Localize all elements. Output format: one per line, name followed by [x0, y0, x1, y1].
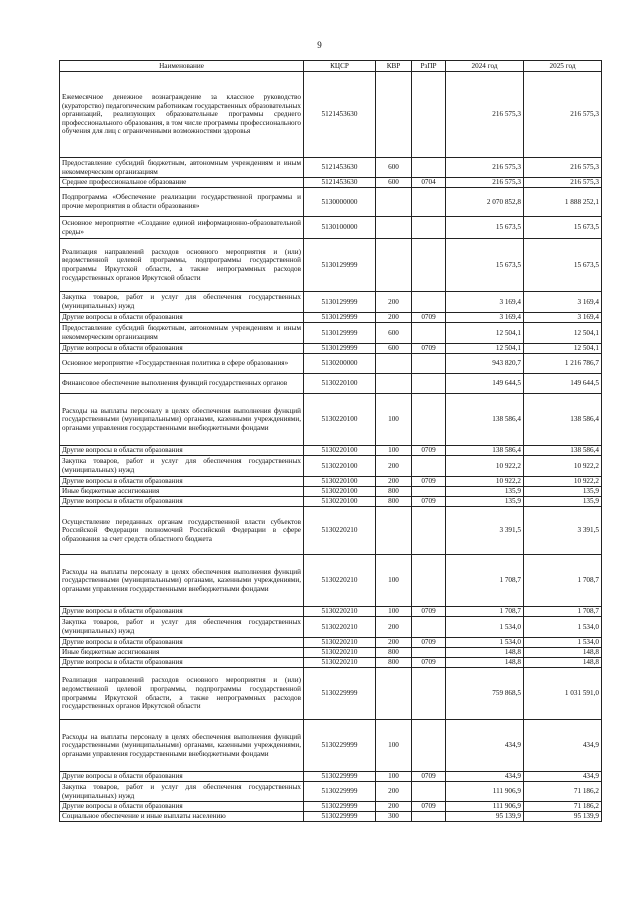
- row-2025-cell: 1 888 252,1: [524, 188, 602, 217]
- row-2025-cell: 135,9: [524, 497, 602, 507]
- row-2024-cell: 1 534,0: [446, 617, 524, 638]
- row-2024-cell: 3 391,5: [446, 507, 524, 555]
- budget-table: [59, 60, 602, 822]
- row-kcsr-cell: 5130129999: [304, 323, 376, 344]
- row-2024-cell: 216 575,3: [446, 72, 524, 158]
- row-2025-cell: 15 673,5: [524, 239, 602, 292]
- row-2025-cell: 138 586,4: [524, 446, 602, 456]
- row-kvr-cell: 200: [376, 782, 412, 802]
- row-kcsr-cell: 5130220210: [304, 648, 376, 658]
- table-row: [60, 323, 602, 344]
- row-2025-cell: 1 708,7: [524, 555, 602, 607]
- row-2025-cell: 3 169,4: [524, 313, 602, 323]
- row-kcsr-cell: 5130229999: [304, 772, 376, 782]
- row-2024-cell: 434,9: [446, 720, 524, 772]
- row-2025-cell: 95 139,9: [524, 812, 602, 822]
- row-kvr-cell: [376, 217, 412, 239]
- row-name-cell: Реализация направлений расходов основного мероприятия и (или) ведомственной целевой программы, подпрограммы государственной программы Иркутской области, а также непрограммных расходов государственных органов Иркутской области: [60, 668, 304, 720]
- table-row: [60, 354, 602, 374]
- table-row: [60, 178, 602, 188]
- row-2025-cell: 3 391,5: [524, 507, 602, 555]
- row-name-cell: Иные бюджетные ассигнования: [60, 648, 304, 658]
- row-rzpr-cell: [412, 720, 446, 772]
- row-name-cell: Финансовое обеспечение выполнения функций государственных органов: [60, 374, 304, 394]
- table-row: [60, 456, 602, 477]
- row-rzpr-cell: [412, 487, 446, 497]
- row-kcsr-cell: 5130220210: [304, 658, 376, 668]
- row-2025-cell: 1 216 786,7: [524, 354, 602, 374]
- row-2024-cell: 434,9: [446, 772, 524, 782]
- row-kvr-cell: 200: [376, 802, 412, 812]
- row-kvr-cell: 200: [376, 477, 412, 487]
- row-rzpr-cell: 0709: [412, 313, 446, 323]
- row-name-cell: Другие вопросы в области образования: [60, 446, 304, 456]
- row-2025-cell: 12 504,1: [524, 344, 602, 354]
- row-name-cell: Предоставление субсидий бюджетным, автономным учреждениям и иным некоммерческим организациям: [60, 158, 304, 178]
- row-2024-cell: 148,8: [446, 648, 524, 658]
- row-kvr-cell: 200: [376, 292, 412, 313]
- row-2024-cell: 15 673,5: [446, 239, 524, 292]
- header-year-2025: 2025 год: [524, 61, 602, 72]
- row-2025-cell: 216 575,3: [524, 72, 602, 158]
- row-rzpr-cell: [412, 72, 446, 158]
- row-2024-cell: 216 575,3: [446, 158, 524, 178]
- row-kcsr-cell: 5130129999: [304, 313, 376, 323]
- row-name-cell: Основное мероприятие «Государственная политика в сфере образования»: [60, 354, 304, 374]
- row-rzpr-cell: [412, 217, 446, 239]
- row-rzpr-cell: [412, 323, 446, 344]
- row-name-cell: Подпрограмма «Обеспечение реализации государственной программы и прочие мероприятия в области образования»: [60, 188, 304, 217]
- row-rzpr-cell: 0709: [412, 446, 446, 456]
- row-rzpr-cell: 0709: [412, 607, 446, 617]
- row-2024-cell: 135,9: [446, 497, 524, 507]
- row-2024-cell: 15 673,5: [446, 217, 524, 239]
- row-2025-cell: 12 504,1: [524, 323, 602, 344]
- row-kvr-cell: 100: [376, 772, 412, 782]
- row-kcsr-cell: 5130229999: [304, 668, 376, 720]
- row-2024-cell: 148,8: [446, 658, 524, 668]
- row-kvr-cell: 800: [376, 658, 412, 668]
- table-row: [60, 607, 602, 617]
- row-2025-cell: 1 534,0: [524, 638, 602, 648]
- row-kcsr-cell: 5130220100: [304, 477, 376, 487]
- row-2025-cell: 1 534,0: [524, 617, 602, 638]
- header-kvr: КВР: [376, 61, 412, 72]
- header-name: Наименование: [60, 61, 304, 72]
- row-2024-cell: 12 504,1: [446, 344, 524, 354]
- row-kvr-cell: [376, 188, 412, 217]
- header-kcsr: КЦСР: [304, 61, 376, 72]
- table-row: [60, 802, 602, 812]
- row-kvr-cell: 100: [376, 446, 412, 456]
- row-kvr-cell: 100: [376, 394, 412, 446]
- row-2024-cell: 111 906,9: [446, 782, 524, 802]
- row-rzpr-cell: 0709: [412, 658, 446, 668]
- row-2025-cell: 10 922,2: [524, 477, 602, 487]
- row-name-cell: Иные бюджетные ассигнования: [60, 487, 304, 497]
- row-name-cell: Другие вопросы в области образования: [60, 658, 304, 668]
- row-2024-cell: 138 586,4: [446, 446, 524, 456]
- row-kcsr-cell: 5130229999: [304, 802, 376, 812]
- row-name-cell: Другие вопросы в области образования: [60, 497, 304, 507]
- table-row: [60, 477, 602, 487]
- table-row: [60, 782, 602, 802]
- row-name-cell: Закупка товаров, работ и услуг для обеспечения государственных (муниципальных) нужд: [60, 782, 304, 802]
- row-2025-cell: 149 644,5: [524, 374, 602, 394]
- row-2025-cell: 3 169,4: [524, 292, 602, 313]
- table-row: [60, 487, 602, 497]
- row-rzpr-cell: 0709: [412, 802, 446, 812]
- table-row: [60, 812, 602, 822]
- row-kcsr-cell: 5130220100: [304, 374, 376, 394]
- row-kvr-cell: 800: [376, 648, 412, 658]
- row-rzpr-cell: [412, 507, 446, 555]
- row-rzpr-cell: [412, 555, 446, 607]
- row-rzpr-cell: [412, 648, 446, 658]
- row-2025-cell: 71 186,2: [524, 782, 602, 802]
- row-kvr-cell: 800: [376, 497, 412, 507]
- row-kvr-cell: 600: [376, 158, 412, 178]
- row-kcsr-cell: 5121453630: [304, 158, 376, 178]
- table-row: [60, 658, 602, 668]
- row-kcsr-cell: 5130220100: [304, 456, 376, 477]
- row-2025-cell: 216 575,3: [524, 158, 602, 178]
- row-kcsr-cell: 5130200000: [304, 354, 376, 374]
- row-name-cell: Другие вопросы в области образования: [60, 344, 304, 354]
- row-kvr-cell: 100: [376, 555, 412, 607]
- table-row: [60, 158, 602, 178]
- row-rzpr-cell: 0709: [412, 477, 446, 487]
- row-2024-cell: 12 504,1: [446, 323, 524, 344]
- row-2024-cell: 1 708,7: [446, 607, 524, 617]
- row-2024-cell: 95 139,9: [446, 812, 524, 822]
- row-kcsr-cell: 5130220210: [304, 617, 376, 638]
- table-row: [60, 507, 602, 555]
- row-kcsr-cell: 5130220210: [304, 555, 376, 607]
- row-2024-cell: 10 922,2: [446, 477, 524, 487]
- row-kcsr-cell: 5121453630: [304, 72, 376, 158]
- row-2024-cell: 1 708,7: [446, 555, 524, 607]
- row-name-cell: Расходы на выплаты персоналу в целях обеспечения выполнения функций государственными (муниципальными) органами, казенными учреждениями, органами управления государственными внебюджетными фондами: [60, 720, 304, 772]
- row-kvr-cell: 600: [376, 178, 412, 188]
- row-2024-cell: 2 070 852,8: [446, 188, 524, 217]
- row-2025-cell: 216 575,3: [524, 178, 602, 188]
- row-kcsr-cell: 5130229999: [304, 782, 376, 802]
- table-row: [60, 772, 602, 782]
- row-rzpr-cell: [412, 292, 446, 313]
- row-rzpr-cell: 0709: [412, 497, 446, 507]
- table-row: [60, 446, 602, 456]
- row-name-cell: Реализация направлений расходов основного мероприятия и (или) ведомственной целевой программы, подпрограммы государственной программы Иркутской области, а также непрограммных расходов государственных органов Иркутской области: [60, 239, 304, 292]
- row-kvr-cell: [376, 72, 412, 158]
- row-2025-cell: 10 922,2: [524, 456, 602, 477]
- row-2025-cell: 434,9: [524, 720, 602, 772]
- row-2025-cell: 71 186,2: [524, 802, 602, 812]
- row-rzpr-cell: [412, 812, 446, 822]
- row-kvr-cell: 100: [376, 720, 412, 772]
- row-name-cell: Другие вопросы в области образования: [60, 477, 304, 487]
- row-kcsr-cell: 5130220210: [304, 507, 376, 555]
- row-rzpr-cell: 0709: [412, 772, 446, 782]
- table-body: [60, 72, 602, 822]
- row-name-cell: Ежемесячное денежное вознаграждение за классное руководство (кураторство) педагогическим работникам государственных образовательных организаций, реализующих образовательные программы среднего профессионального образования, в том числе программы профессионального обучения для лиц с ограниченными возможностями здоровья: [60, 72, 304, 158]
- row-name-cell: Основное мероприятие «Создание единой информационно-образовательной среды»: [60, 217, 304, 239]
- row-2025-cell: 15 673,5: [524, 217, 602, 239]
- row-kvr-cell: 300: [376, 812, 412, 822]
- row-rzpr-cell: 0709: [412, 344, 446, 354]
- row-rzpr-cell: [412, 456, 446, 477]
- row-name-cell: Закупка товаров, работ и услуг для обеспечения государственных (муниципальных) нужд: [60, 456, 304, 477]
- row-kcsr-cell: 5121453630: [304, 178, 376, 188]
- row-2025-cell: 138 586,4: [524, 394, 602, 446]
- row-2024-cell: 3 169,4: [446, 292, 524, 313]
- row-2025-cell: 135,9: [524, 487, 602, 497]
- row-kvr-cell: 100: [376, 607, 412, 617]
- row-kcsr-cell: 5130129999: [304, 292, 376, 313]
- row-rzpr-cell: [412, 188, 446, 217]
- row-rzpr-cell: [412, 668, 446, 720]
- table-row: [60, 239, 602, 292]
- row-kvr-cell: 800: [376, 487, 412, 497]
- row-kcsr-cell: 5130220100: [304, 394, 376, 446]
- row-name-cell: Расходы на выплаты персоналу в целях обеспечения выполнения функций государственными (муниципальными) органами, казенными учреждениями, органами управления государственными внебюджетными фондами: [60, 555, 304, 607]
- row-2024-cell: 10 922,2: [446, 456, 524, 477]
- row-name-cell: Другие вопросы в области образования: [60, 638, 304, 648]
- row-name-cell: Другие вопросы в области образования: [60, 802, 304, 812]
- row-2024-cell: 759 868,5: [446, 668, 524, 720]
- row-2025-cell: 434,9: [524, 772, 602, 782]
- row-2025-cell: 1 708,7: [524, 607, 602, 617]
- row-2025-cell: 148,8: [524, 648, 602, 658]
- row-2024-cell: 1 534,0: [446, 638, 524, 648]
- table-row: [60, 374, 602, 394]
- row-kcsr-cell: 5130220100: [304, 487, 376, 497]
- table-row: [60, 72, 602, 158]
- row-kvr-cell: 200: [376, 456, 412, 477]
- row-kvr-cell: 600: [376, 323, 412, 344]
- row-rzpr-cell: [412, 239, 446, 292]
- table-row: [60, 555, 602, 607]
- row-2025-cell: 1 031 591,0: [524, 668, 602, 720]
- row-name-cell: Осуществление переданных органам государственной власти субъектов Российской Федерации полномочий Российской Федерации в сфере образования за счет средств областного бюджета: [60, 507, 304, 555]
- row-kvr-cell: [376, 668, 412, 720]
- row-2024-cell: 943 820,7: [446, 354, 524, 374]
- page-number: 9: [317, 40, 322, 50]
- row-2025-cell: 148,8: [524, 658, 602, 668]
- row-kvr-cell: 600: [376, 344, 412, 354]
- row-name-cell: Другие вопросы в области образования: [60, 607, 304, 617]
- row-kcsr-cell: 5130220100: [304, 446, 376, 456]
- row-rzpr-cell: 0709: [412, 638, 446, 648]
- row-2024-cell: 138 586,4: [446, 394, 524, 446]
- row-2024-cell: 216 575,3: [446, 178, 524, 188]
- table-row: [60, 292, 602, 313]
- table-row: [60, 720, 602, 772]
- row-rzpr-cell: 0704: [412, 178, 446, 188]
- row-rzpr-cell: [412, 158, 446, 178]
- table-row: [60, 617, 602, 638]
- table-row: [60, 217, 602, 239]
- table-row: [60, 497, 602, 507]
- row-kvr-cell: [376, 354, 412, 374]
- row-kvr-cell: [376, 239, 412, 292]
- row-name-cell: Предоставление субсидий бюджетным, автономным учреждениям и иным некоммерческим организациям: [60, 323, 304, 344]
- row-kvr-cell: 200: [376, 313, 412, 323]
- row-2024-cell: 111 906,9: [446, 802, 524, 812]
- row-rzpr-cell: [412, 374, 446, 394]
- header-year-2024: 2024 год: [446, 61, 524, 72]
- row-rzpr-cell: [412, 617, 446, 638]
- row-2024-cell: 149 644,5: [446, 374, 524, 394]
- row-rzpr-cell: [412, 394, 446, 446]
- row-name-cell: Другие вопросы в области образования: [60, 772, 304, 782]
- row-kvr-cell: [376, 507, 412, 555]
- row-rzpr-cell: [412, 782, 446, 802]
- row-kvr-cell: 200: [376, 617, 412, 638]
- row-kcsr-cell: 5130220100: [304, 497, 376, 507]
- row-kcsr-cell: 5130220210: [304, 607, 376, 617]
- row-2024-cell: 135,9: [446, 487, 524, 497]
- row-kvr-cell: [376, 374, 412, 394]
- header-rzpr: РзПР: [412, 61, 446, 72]
- row-kcsr-cell: 5130229999: [304, 812, 376, 822]
- row-name-cell: Расходы на выплаты персоналу в целях обеспечения выполнения функций государственными (муниципальными) органами, казенными учреждениями, органами управления государственными внебюджетными фондами: [60, 394, 304, 446]
- table-row: [60, 394, 602, 446]
- table-row: [60, 344, 602, 354]
- table-row: [60, 638, 602, 648]
- row-kcsr-cell: 5130129999: [304, 239, 376, 292]
- row-kcsr-cell: 5130129999: [304, 344, 376, 354]
- row-kcsr-cell: 5130229999: [304, 720, 376, 772]
- row-kcsr-cell: 5130100000: [304, 217, 376, 239]
- row-kcsr-cell: 5130000000: [304, 188, 376, 217]
- row-name-cell: Закупка товаров, работ и услуг для обеспечения государственных (муниципальных) нужд: [60, 292, 304, 313]
- row-rzpr-cell: [412, 354, 446, 374]
- table-row: [60, 188, 602, 217]
- row-2024-cell: 3 169,4: [446, 313, 524, 323]
- row-name-cell: Среднее профессиональное образование: [60, 178, 304, 188]
- row-name-cell: Социальное обеспечение и иные выплаты населению: [60, 812, 304, 822]
- table-row: [60, 648, 602, 658]
- row-kcsr-cell: 5130220210: [304, 638, 376, 648]
- table-header-row: [60, 61, 602, 72]
- table-row: [60, 668, 602, 720]
- row-name-cell: Закупка товаров, работ и услуг для обеспечения государственных (муниципальных) нужд: [60, 617, 304, 638]
- row-name-cell: Другие вопросы в области образования: [60, 313, 304, 323]
- table-row: [60, 313, 602, 323]
- row-kvr-cell: 200: [376, 638, 412, 648]
